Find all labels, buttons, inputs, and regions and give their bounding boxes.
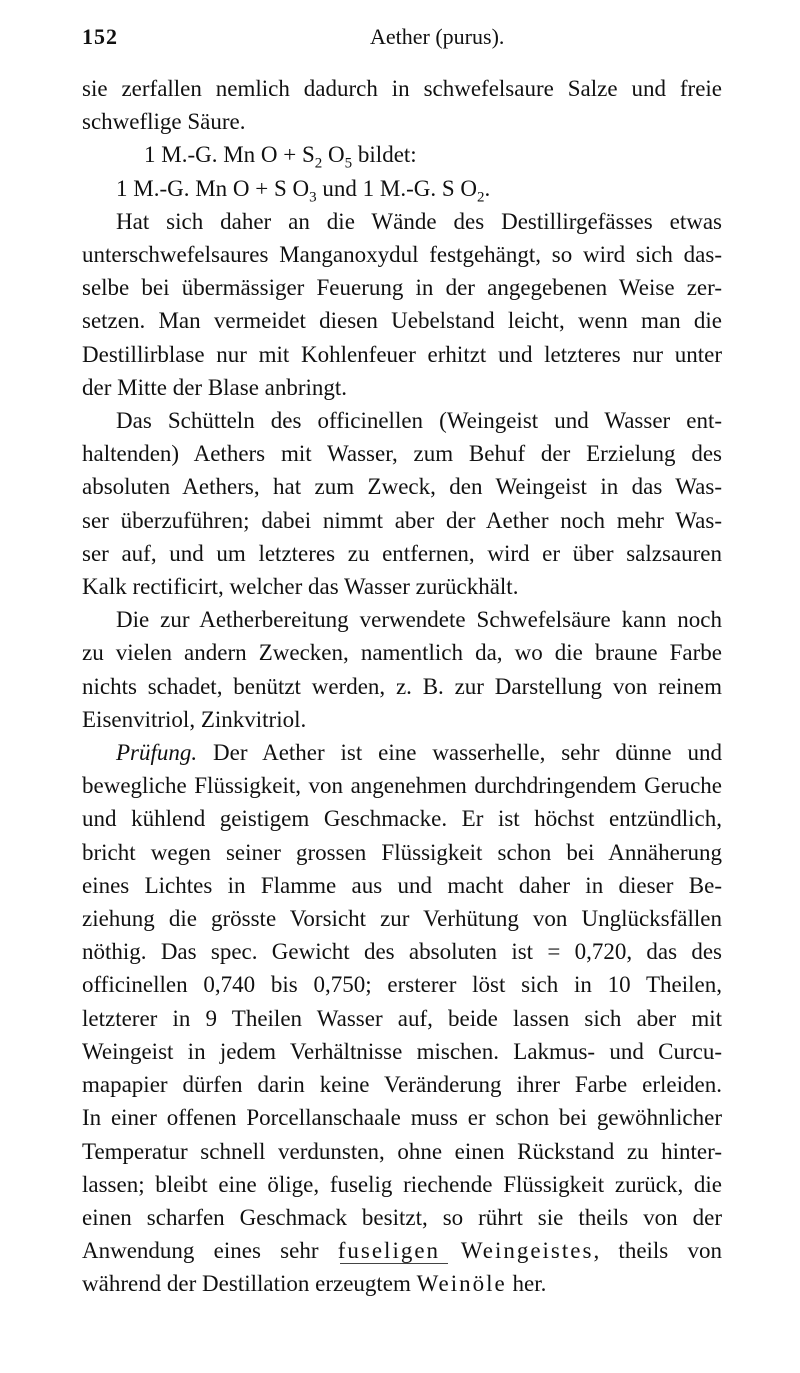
end-rule xyxy=(340,1263,448,1264)
text-line: eines Lichtes in Flamme aus und macht daher in dieser Be- xyxy=(82,872,722,898)
page-header xyxy=(76,24,736,56)
text-line: haltenden) Aethers mit Wasser, zum Behuf der Erzielung des xyxy=(82,441,722,467)
text-line: Eisenvitriol, Zinkvitriol. xyxy=(82,706,307,732)
formula-line: 1 M.-G. Mn $O + S_2$ $O_5$ bildet: xyxy=(144,142,417,172)
text-line: ser überzuführen; dabei nimmt aber der Aether noch mehr Was- xyxy=(82,507,722,533)
text-line: setzen. Man vermeidet diesen Uebelstand leicht, wenn man die xyxy=(82,308,722,334)
text-line: letzterer in 9 Theilen Wasser auf, beide lassen sich aber mit xyxy=(82,1005,722,1031)
text-line: absoluten Aethers, hat zum Zweck, den Weingeist in das Was- xyxy=(82,474,722,500)
text-line: ser auf, und um letzteres zu entfernen, wird er über salzsauren xyxy=(82,540,722,566)
formula-line: 1 M.-G. Mn O + S $O_3$ und 1 M.-G. S $O_2$. xyxy=(116,175,491,206)
text-line: lassen; bleibt eine ölige, fuselig riechende Flüssigkeit zurück, die xyxy=(82,1171,722,1197)
text-line: bricht wegen seiner grossen Flüssigkeit schon bei Annäherung xyxy=(82,839,722,865)
text-line: sie zerfallen nemlich dadurch in schwefelsaure Salze und freie xyxy=(82,76,722,101)
text-line: nichts schadet, benützt werden, z. B. zur Darstellung von reinem xyxy=(82,673,722,699)
text-line: Prüfung. Der Aether ist eine wasserhelle, sehr dünne und xyxy=(116,740,722,766)
text-line: schweflige Säure. xyxy=(82,109,246,135)
text-line: Hat sich daher an die Wände des Destillirgefässes etwas xyxy=(116,208,722,234)
text-line: während der Destillation erzeugtem Weinöle her. xyxy=(82,1271,547,1297)
body-text xyxy=(82,72,722,1301)
text-line: nöthig. Das spec. Gewicht des absoluten ist = 0,720, das des xyxy=(82,939,722,965)
text-line: selbe bei übermässiger Feuerung in der angegebenen Weise zer- xyxy=(82,275,722,301)
text-line: Die zur Aetherbereitung verwendete Schwefelsäure kann noch xyxy=(116,607,722,633)
text-line: In einer offenen Porcellanschaale muss er schon bei gewöhnlicher xyxy=(82,1105,722,1131)
text-line: Destillirblase nur mit Kohlenfeuer erhitzt und letzteres nur unter xyxy=(82,341,722,367)
text-line: bewegliche Flüssigkeit, von angenehmen durchdringendem Geruche xyxy=(82,773,722,799)
text-line: mapapier dürfen darin keine Veränderung ihrer Farbe erleiden. xyxy=(82,1072,722,1098)
text-line: Das Schütteln des officinellen (Weingeist und Wasser ent- xyxy=(116,408,722,434)
text-line: ziehung die grösste Vorsicht zur Verhütung von Unglücksfällen xyxy=(82,906,722,932)
text-line: und kühlend geistigem Geschmacke. Er ist höchst entzündlich, xyxy=(82,806,722,832)
spaced-term: fuseligen Weingeistes xyxy=(337,1238,594,1264)
text-line: Anwendung eines sehr fuseligen Weingeistes, theils von xyxy=(82,1238,722,1264)
page-number: 152 xyxy=(82,24,118,49)
text-line: zu vielen andern Zwecken, namentlich da, wo die braune Farbe xyxy=(82,640,722,666)
text-line: einen scharfen Geschmack besitzt, so rührt sie theils von der xyxy=(82,1204,722,1230)
text-line: unterschwefelsaures Manganoxydul festgehängt, so wird sich das- xyxy=(82,242,722,268)
running-head: Aether (purus). xyxy=(370,24,505,49)
text-line: officinellen 0,740 bis 0,750; ersterer löst sich in 10 Theilen, xyxy=(82,972,722,998)
text-line: Weingeist in jedem Verhältnisse mischen. Lakmus- und Curcu- xyxy=(82,1038,722,1064)
text-line: Kalk rectificirt, welcher das Wasser zurückhält. xyxy=(82,574,519,600)
spaced-term: Weinöle xyxy=(416,1271,507,1297)
text-line: der Mitte der Blase anbringt. xyxy=(82,374,348,400)
section-heading: Prüfung. xyxy=(116,740,198,766)
text-line: Temperatur schnell verdunsten, ohne einen Rückstand zu hinter- xyxy=(82,1138,722,1164)
